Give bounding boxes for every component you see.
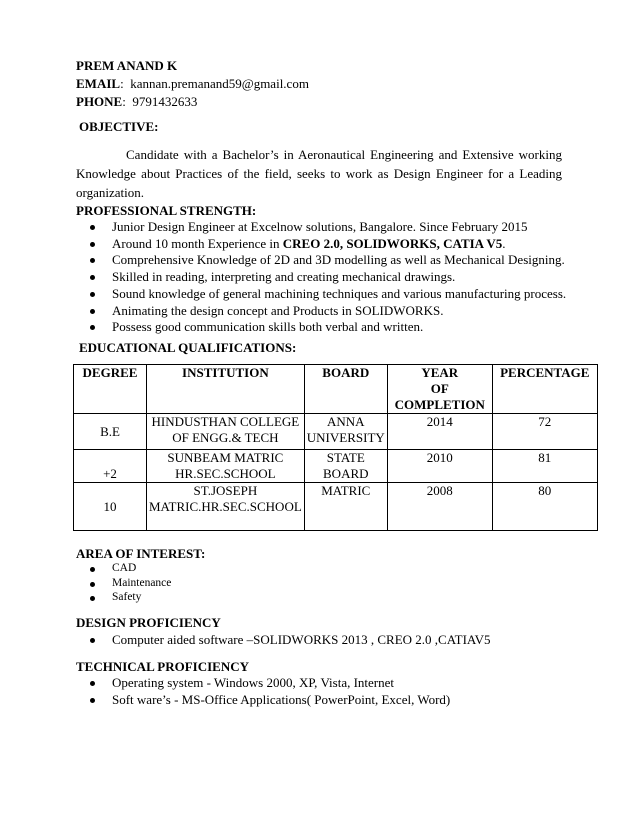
design-list (88, 632, 491, 649)
cell-percentage: 81 (492, 450, 597, 483)
list-item: Maintenance (88, 576, 171, 591)
cell-year: 2008 (387, 483, 492, 531)
list-item: CAD (88, 561, 171, 576)
cell-institution: HINDUSTHAN COLLEGE OF ENGG.& TECH (147, 414, 305, 450)
cell-board: STATE BOARD (304, 450, 387, 483)
technical-heading: TECHNICAL PROFICIENCY (76, 659, 249, 674)
list-item: Computer aided software –SOLIDWORKS 2013 , CREO 2.0 ,CATIAV5 (88, 632, 491, 649)
objective-text: Candidate with a Bachelor’s in Aeronautical Engineering and Extensive working Knowledge about Practices of the field, seeks to work as Design Engineer for a Leading organization. (76, 147, 562, 200)
list-item: Possess good communication skills both verbal and written. (88, 319, 566, 336)
cell-board: ANNA UNIVERSITY (304, 414, 387, 450)
email-value: kannan.premanand59@gmail.com (130, 76, 309, 91)
cell-degree: +2 (74, 450, 147, 483)
strength-heading: PROFESSIONAL STRENGTH: (76, 203, 257, 218)
cell-degree: B.E (74, 414, 147, 450)
list-item: Junior Design Engineer at Excelnow solutions, Bangalore. Since February 2015 (88, 219, 566, 236)
cell-board: MATRIC (304, 483, 387, 531)
interest-list (88, 561, 171, 605)
cell-percentage: 72 (492, 414, 597, 450)
cell-institution: ST.JOSEPH MATRIC.HR.SEC.SCHOOL (147, 483, 305, 531)
table-row (74, 450, 598, 483)
list-item: Animating the design concept and Products in SOLIDWORKS. (88, 303, 566, 320)
list-item: Operating system - Windows 2000, XP, Vista, Internet (88, 675, 450, 692)
list-item: Around 10 month Experience in CREO 2.0, SOLIDWORKS, CATIA V5. (88, 236, 566, 253)
table-row (74, 414, 598, 450)
list-item: Soft ware’s - MS-Office Applications( PowerPoint, Excel, Word) (88, 692, 450, 709)
contact-header: PREM ANAND K EMAIL: kannan.premanand59@gmail.com PHONE: 9791432633 (76, 58, 309, 109)
cell-degree: 10 (74, 483, 147, 531)
col-board: BOARD (304, 365, 387, 414)
col-year: YEAR OF COMPLETION (387, 365, 492, 414)
education-table (73, 364, 598, 531)
strength-list (88, 219, 566, 336)
list-item: Safety (88, 590, 171, 605)
col-institution: INSTITUTION (147, 365, 305, 414)
cell-year: 2014 (387, 414, 492, 450)
technical-list (88, 675, 450, 708)
col-percentage: PERCENTAGE (492, 365, 597, 414)
cell-percentage: 80 (492, 483, 597, 531)
table-header-row (74, 365, 598, 414)
cell-year: 2010 (387, 450, 492, 483)
education-heading: EDUCATIONAL QUALIFICATIONS: (79, 340, 297, 355)
phone-label: PHONE (76, 94, 123, 109)
interest-heading: AREA OF INTEREST: (76, 546, 206, 561)
email-label: EMAIL (76, 76, 121, 91)
objective-heading: OBJECTIVE: (79, 119, 159, 134)
col-degree: DEGREE (74, 365, 147, 414)
candidate-name: PREM ANAND K (76, 58, 178, 73)
design-heading: DESIGN PROFICIENCY (76, 615, 221, 630)
cell-institution: SUNBEAM MATRIC HR.SEC.SCHOOL (147, 450, 305, 483)
table-row (74, 483, 598, 531)
list-item: Skilled in reading, interpreting and creating mechanical drawings. (88, 269, 566, 286)
list-item: Sound knowledge of general machining techniques and various manufacturing process. (88, 286, 566, 303)
list-item: Comprehensive Knowledge of 2D and 3D modelling as well as Mechanical Designing. (88, 252, 566, 269)
phone-value: 9791432633 (132, 94, 198, 109)
